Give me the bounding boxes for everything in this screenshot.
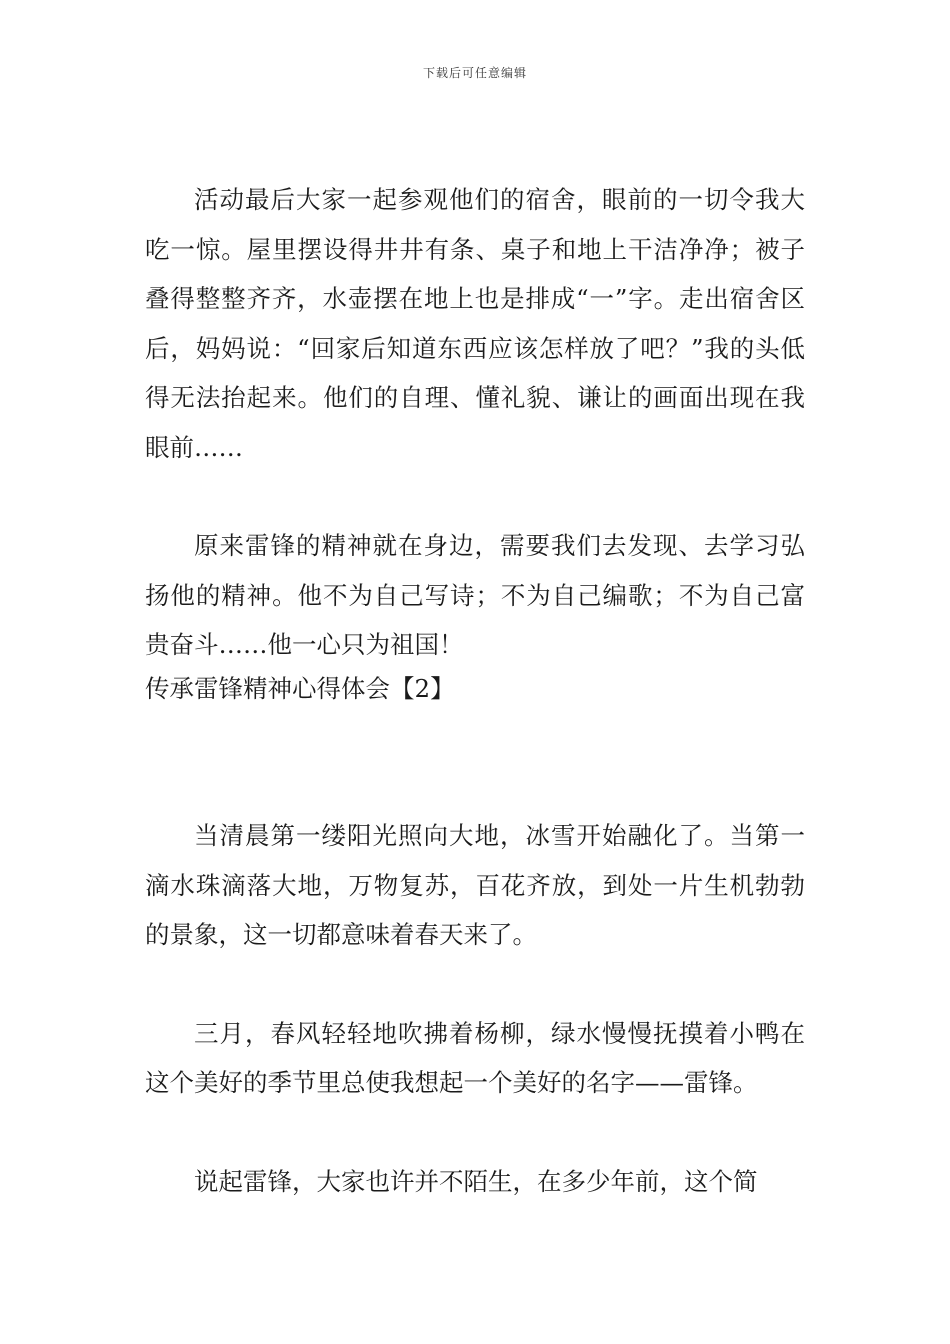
paragraph-speaking-of-lei-feng: 说起雷锋，大家也许并不陌生，在多少年前，这个简 xyxy=(194,1166,758,1196)
document-body xyxy=(145,175,805,1206)
section-spacer xyxy=(145,713,805,811)
paragraph-spacer xyxy=(145,1108,805,1157)
section-heading: 传承雷锋精神心得体会【2】 xyxy=(145,673,455,703)
paragraph-spring-morning: 当清晨第一缕阳光照向大地，冰雪开始融化了。当第一滴水珠滴落大地，万物复苏，百花齐放，到处一片生机勃勃的景象，这一切都意味着春天来了。 xyxy=(145,821,805,949)
paragraph-spacer xyxy=(145,960,805,1009)
page-header-note: 下载后可任意编辑 xyxy=(422,66,527,80)
paragraph-dormitory-visit: 活动最后大家一起参观他们的宿舍，眼前的一切令我大吃一惊。屋里摆设得井井有条、桌子和地上干洁净净；被子叠得整整齐齐，水壶摆在地上也是排成“一”字。走出宿舍区后，妈妈说：“回家后知道东西应该怎样放了吧？”我的头低得无法抬起来。他们的自理、懂礼貌、谦让的画面出现在我眼前…… xyxy=(145,185,805,462)
paragraph-march-breeze: 三月，春风轻轻地吹拂着杨柳，绿水慢慢抚摸着小鸭在这个美好的季节里总使我想起一个美好的名字——雷锋。 xyxy=(145,1018,805,1097)
paragraph-lei-feng-spirit: 原来雷锋的精神就在身边，需要我们去发现、去学习弘扬他的精神。他不为自己写诗；不为自己编歌；不为自己富贵奋斗……他一心只为祖国！ xyxy=(145,531,805,659)
paragraph-spacer xyxy=(145,472,805,521)
